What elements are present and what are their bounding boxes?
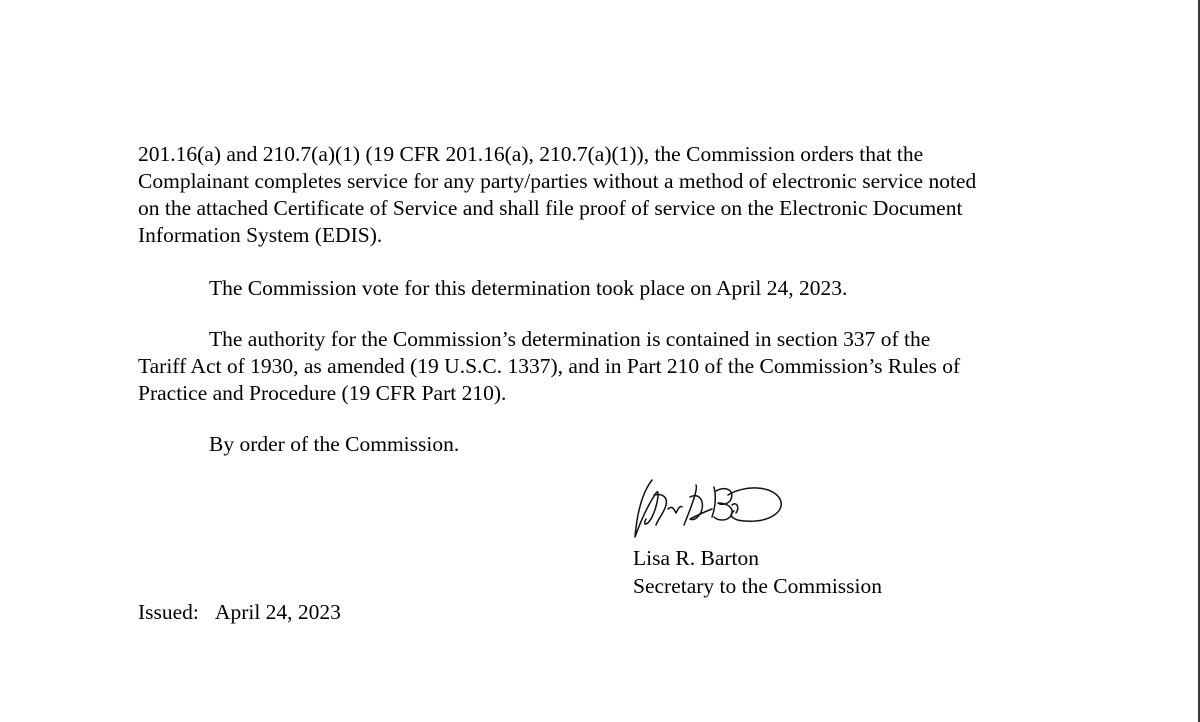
handwritten-signature	[632, 475, 784, 543]
paragraph-line: Information System (EDIS).	[138, 223, 383, 247]
paragraph-line: The authority for the Commission’s determination is contained in section 337 of the	[209, 327, 931, 351]
by-order-paragraph	[138, 431, 1068, 458]
paragraph-line: By order of the Commission.	[209, 432, 460, 456]
signature-block	[633, 544, 882, 600]
paragraph-line: on the attached Certificate of Service and shall file proof of service on the Electronic Document	[138, 196, 963, 220]
issued-line	[138, 598, 341, 626]
paragraph-line: Complainant completes service for any party/parties without a method of electronic service noted	[138, 169, 977, 193]
paragraph-line: Practice and Procedure (19 CFR Part 210).	[138, 381, 507, 405]
service-order-paragraph	[138, 141, 1068, 249]
paragraph-line: 201.16(a) and 210.7(a)(1) (19 CFR 201.16(a), 210.7(a)(1)), the Commission orders that the	[138, 142, 924, 166]
paragraph-line: Tariff Act of 1930, as amended (19 U.S.C. 1337), and in Part 210 of the Commission’s Rules of	[138, 354, 961, 378]
signer-name: Lisa R. Barton	[633, 546, 759, 570]
authority-paragraph	[138, 326, 1068, 407]
issued-date: April 24, 2023	[214, 600, 341, 624]
paragraph-line: The Commission vote for this determination took place on April 24, 2023.	[209, 276, 848, 300]
signer-title: Secretary to the Commission	[633, 574, 883, 598]
issued-label: Issued:	[138, 600, 199, 624]
vote-date-paragraph	[138, 275, 1068, 302]
